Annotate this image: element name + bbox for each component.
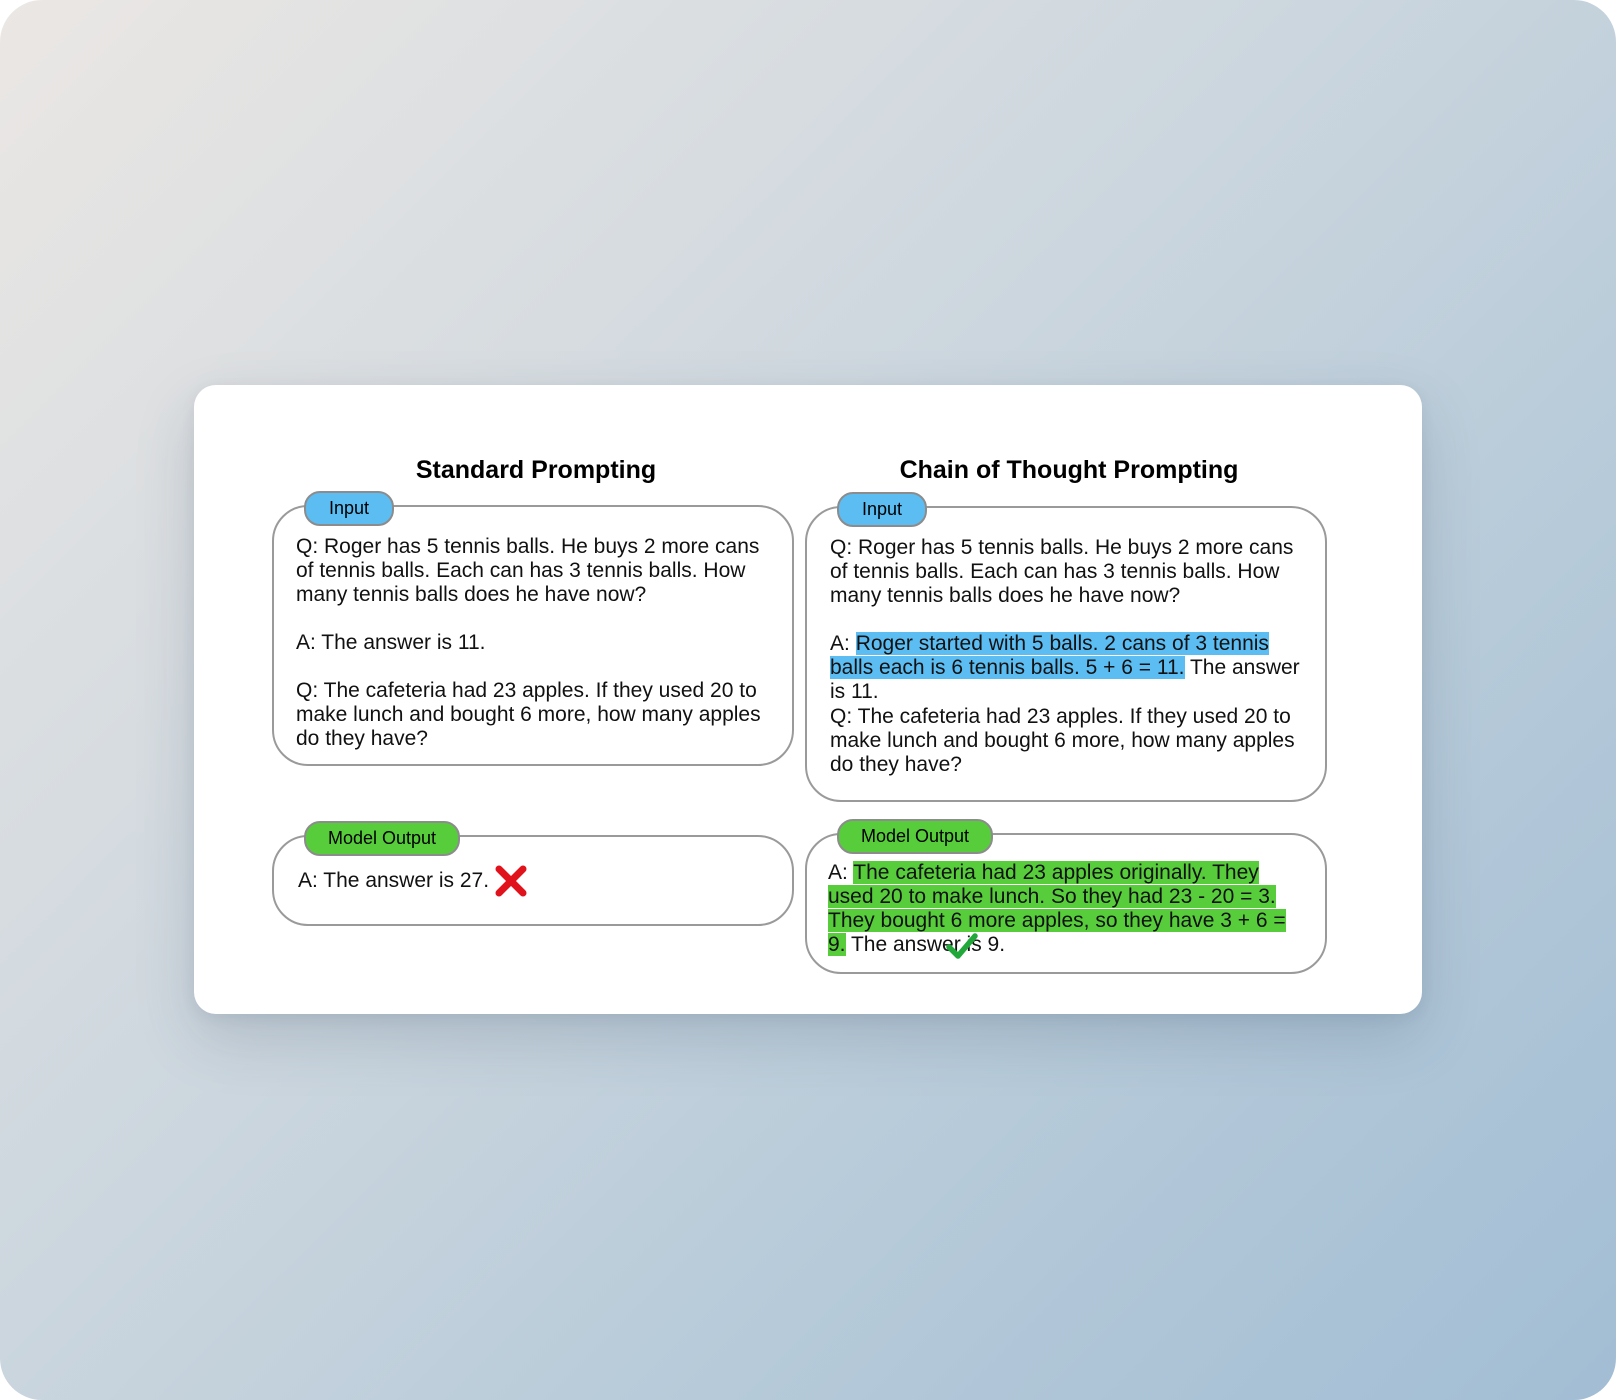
checkmark-icon xyxy=(946,932,978,960)
cot-prompting-title: Chain of Thought Prompting xyxy=(899,456,1239,484)
cross-icon xyxy=(494,864,528,898)
standard-input-question-1: Q: Roger has 5 tennis balls. He buys 2 more cans of tennis balls. Each can has 3 tennis balls. How many tennis balls does he have now? xyxy=(296,535,760,606)
cot-input-question-2: Q: The cafeteria had 23 apples. If they used 20 to make lunch and bought 6 more, how many apples do they have? xyxy=(830,705,1295,776)
cot-reasoning-highlight: Roger started with 5 balls. 2 cans of 3 tennis balls each is 6 tennis balls. 5 + 6 = 11. xyxy=(830,632,1269,679)
cot-output-suffix: The answer is 9. xyxy=(845,933,1006,956)
cot-input-question-1: Q: Roger has 5 tennis balls. He buys 2 more cans of tennis balls. Each can has 3 tennis balls. How many tennis balls does he have now? xyxy=(830,536,1294,607)
cot-output-prefix: A: xyxy=(828,861,854,884)
cot-input-answer-1 xyxy=(830,632,1310,704)
cot-output-text xyxy=(828,861,1308,957)
cot-answer-prefix: A: xyxy=(830,632,856,655)
standard-input-label: Input xyxy=(304,491,394,526)
standard-output-text: A: The answer is 27. xyxy=(298,869,490,892)
standard-input-answer-1: A: The answer is 11. xyxy=(296,631,486,654)
figure-card xyxy=(194,385,1422,1014)
cot-answer-suffix: The answer is 11. xyxy=(830,656,1300,703)
standard-prompting-title: Standard Prompting xyxy=(415,456,657,484)
standard-output-label: Model Output xyxy=(304,821,460,856)
cot-output-reasoning-highlight: The cafeteria had 23 apples originally. They used 20 to make lunch. So they had 23 - 20 = 3. They bought 6 more apples, so they have 3 + 6 = 9. xyxy=(828,861,1286,956)
cot-input-label: Input xyxy=(837,492,927,527)
cot-output-label: Model Output xyxy=(837,819,993,854)
standard-input-question-2: Q: The cafeteria had 23 apples. If they used 20 to make lunch and bought 6 more, how many apples do they have? xyxy=(296,679,761,750)
